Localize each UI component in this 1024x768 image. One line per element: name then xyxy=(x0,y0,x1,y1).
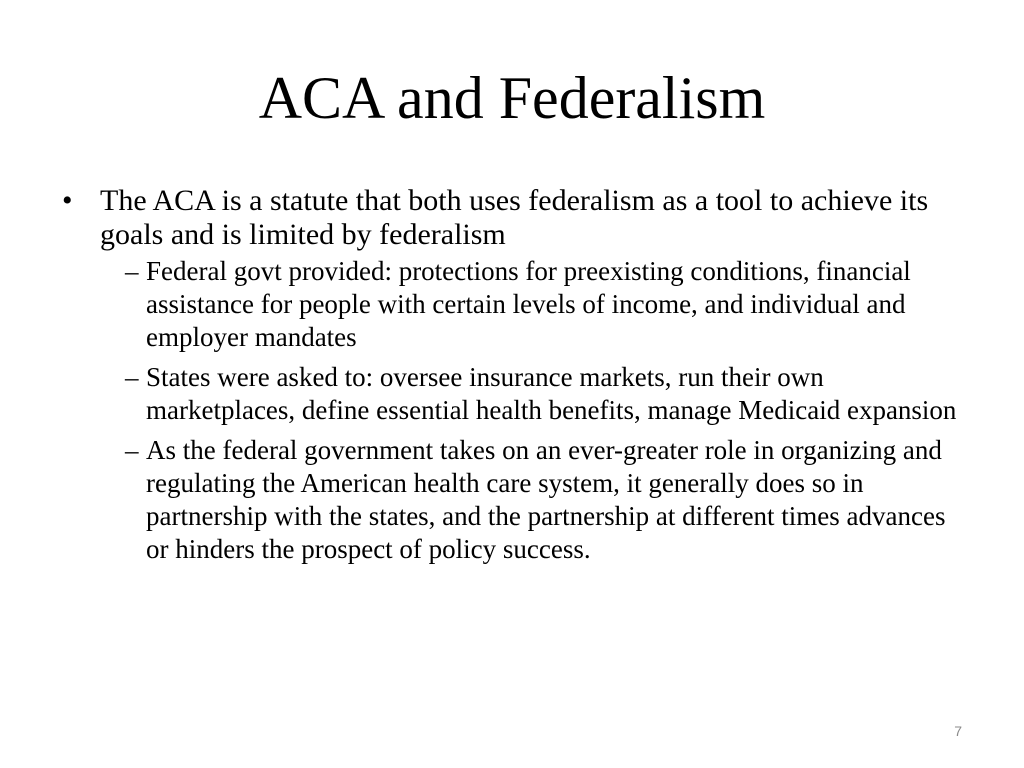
slide-content xyxy=(62,184,967,573)
sub-bullet-text: As the federal government takes on an ever-greater role in organizing and regulating the American health care system, it generally does so in partnership with the states, and the partnership at different times advances or hinders the prospect of policy success. xyxy=(146,435,946,564)
sub-bullet-list xyxy=(62,255,967,566)
dash-marker: – xyxy=(125,435,139,465)
sub-bullet-text: Federal govt provided: protections for preexisting conditions, financial assistance for people with certain levels of income, and individual and employer mandates xyxy=(146,256,911,352)
dash-marker: – xyxy=(125,256,139,286)
sub-bullet-federal xyxy=(62,255,967,354)
sub-bullet-states xyxy=(62,361,967,427)
page-number: 7 xyxy=(954,723,962,739)
sub-bullet-text: States were asked to: oversee insurance markets, run their own marketplaces, define essential health benefits, manage Medicaid expansion xyxy=(146,362,957,425)
dash-marker: – xyxy=(125,362,139,392)
sub-bullet-partnership xyxy=(62,434,967,566)
main-bullet xyxy=(62,184,967,252)
slide-title: ACA and Federalism xyxy=(258,65,766,131)
bullet-marker: • xyxy=(62,184,73,217)
main-bullet-text: The ACA is a statute that both uses federalism as a tool to achieve its goals and is limited by federalism xyxy=(100,184,929,251)
